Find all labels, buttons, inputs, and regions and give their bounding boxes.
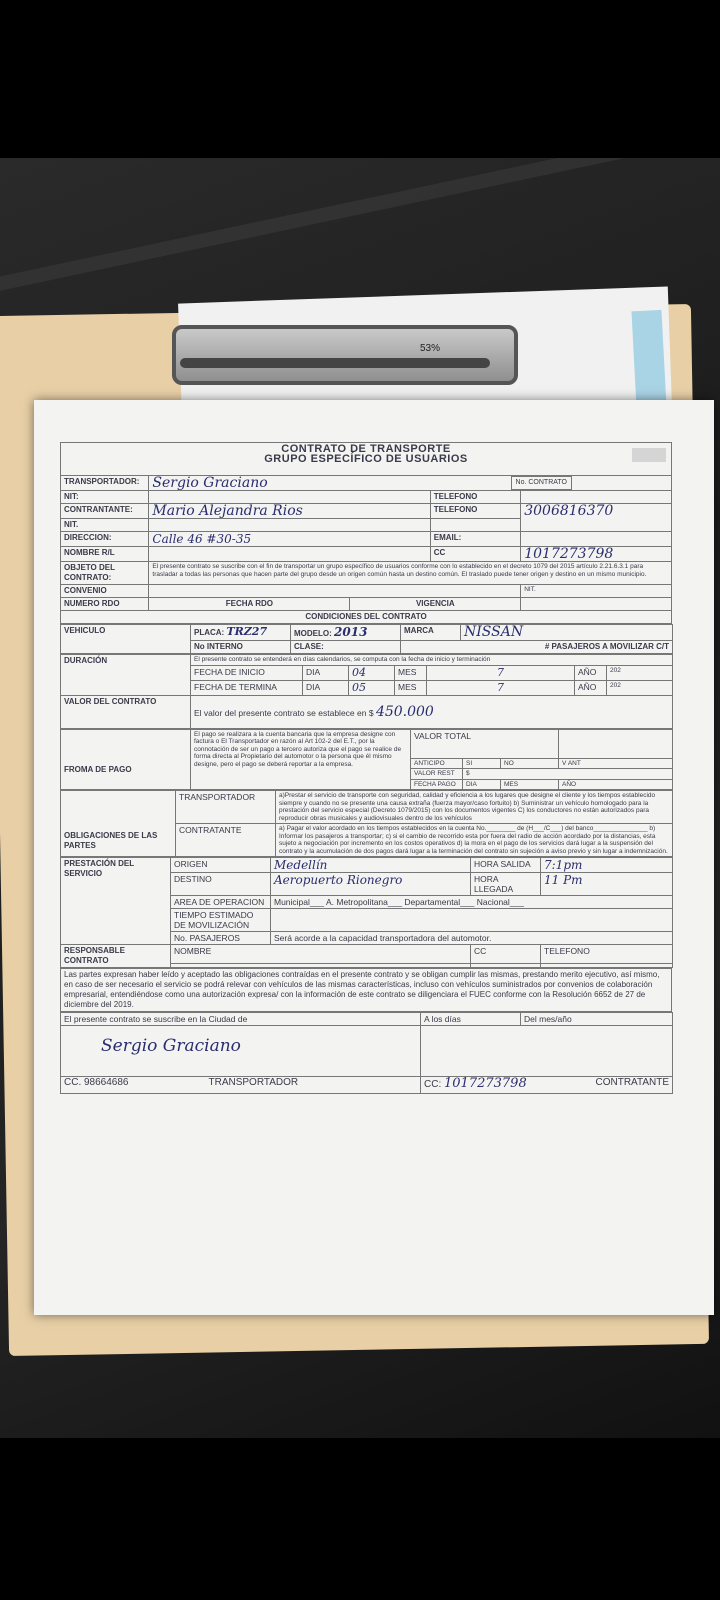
label-transportador: TRANSPORTADOR: — [61, 476, 149, 491]
label-ano-fin: AÑO — [575, 680, 607, 695]
label-contratante: CONTRANTANTE: — [61, 504, 149, 519]
capacidad-text: Será acorde a la capacidad transportadora del automotor. — [271, 932, 673, 945]
label-modelo: MODELO: 2013 — [291, 625, 401, 641]
duracion-text: El presente contrato se entenderá en días calendarios, se computa con la fecha de inicio y terminación — [191, 655, 673, 666]
label-valor: VALOR DEL CONTRATO — [61, 695, 191, 728]
hand-transportador: Sergio Graciano — [152, 475, 268, 491]
hand-contratante: Mario Alejandra Rios — [152, 503, 303, 519]
hand-telefono: 3006816370 — [524, 503, 614, 519]
label-valor-rest: VALOR REST — [411, 769, 463, 780]
label-numero-rdo: NUMERO RDO — [61, 598, 149, 611]
prestacion-table — [60, 857, 673, 968]
label-pago-dia: DIA — [463, 779, 501, 790]
hand-direccion: Calle 46 #30-35 — [152, 532, 252, 546]
hand-hora-salida: 7:1pm — [544, 858, 583, 872]
header-table: CONTRATO DE TRANSPORTE GRUPO ESPECÍFICO DE USUARIOS No. CONTRATO TRANSPORTADOR: Sergio Graciano NIT: TELEFONO CONTRANTANTE: Mario Alejandra Rios TELEFONO 3006816370 NIT. DIRECCION: Calle 46 #30-35 EMAIL: NOMBRE R/L CC 1017273798 OBJETO DEL CONTRATO: El presente contrato se suscribe con el fin de transportar un grupo específico de usuarios conforme con lo establecido en el decreto 1079 del 2015 artículo 2.21.6.3.1 para trasladar a todas las personas que hacen parte del grupo desde un origen común hasta un destino común. El traslado puede tener origen y destino en un mismo municipio. CONVENIO NIT. NUMERO RDO FECHA RDO VIGENCIA CONDICIONES DEL CONTRATO — [60, 442, 672, 624]
hand-modelo: 2013 — [334, 625, 368, 639]
hand-firma-cc: 1017273798 — [444, 1076, 527, 1091]
hand-placa: TRZ27 — [226, 625, 268, 638]
label-resp-nombre: NOMBRE — [171, 945, 471, 964]
label-pago-mes: MES — [501, 779, 559, 790]
label-resp-telefono: TELEFONO — [541, 945, 673, 964]
hand-dia-inicio: 04 — [352, 665, 366, 679]
label-fecha-inicio: FECHA DE INICIO — [191, 665, 303, 680]
firma-table — [60, 1012, 673, 1094]
year-fin: 202 — [607, 680, 673, 695]
label-pasajeros: # PASAJEROS A MOVILIZAR C/T — [401, 641, 673, 654]
label-cc: CC — [430, 547, 520, 562]
pago-table — [60, 729, 673, 791]
label-clase: CLASE: — [291, 641, 401, 654]
year-inicio: 202 — [607, 665, 673, 680]
label-prestacion: PRESTACIÓN DEL SERVICIO — [61, 858, 171, 945]
label-mes-inicio: MES — [395, 665, 427, 680]
objeto-text: El presente contrato se suscribe con el fin de transportar un grupo específico de usuarios conforme con lo establecido en el decreto 1079 del 2015 artículo 2.21.6.3.1 para trasladar a todas las personas que hacen parte del grupo desde un origen común hasta un destino común. El traslado puede tener origen y destino en un mismo municipio. — [149, 562, 672, 585]
label-pago: FROMA DE PAGO — [61, 729, 191, 790]
hand-origen: Medellín — [274, 858, 328, 872]
label-hora-llegada: HORA LLEGADA — [471, 873, 541, 896]
corner-stamp — [632, 448, 666, 462]
clipboard-wire — [180, 358, 490, 368]
condiciones-title: CONDICIONES DEL CONTRATO — [61, 611, 672, 624]
oblig-contratante-text: a) Pagar el valor acordado en los tiempos establecidos en la cuenta No.________ de (H___/C___) del banco_______________ b) Informar los pasajeros a transportar; c) si el cambio de recorrido esta por fuera del radio de acción acordado por la distancias, esta sujeto a negociación por incremento en los costos operativos d) la mora en el pago de los servicios dará lugar a la suspensión del contrato y la acumulación de dos pagos dará lugar a la terminación del contrato sin sujeción a aviso previo y sin lugar a indemnización. — [276, 824, 673, 857]
firma-transp-label: TRANSPORTADOR — [208, 1077, 299, 1088]
hand-hora-llegada: 11 Pm — [544, 873, 583, 887]
label-vant: V ANT — [559, 758, 673, 769]
label-a-los-dias: A los días — [421, 1013, 521, 1026]
obligaciones-table — [60, 790, 673, 857]
label-oblig-contratante: CONTRATANTE — [176, 824, 276, 857]
doc-subtitle: GRUPO ESPECÍFICO DE USUARIOS — [264, 453, 468, 465]
clipboard-clip — [172, 325, 518, 385]
label-dia-fin: DIA — [303, 680, 349, 695]
label-placa: PLACA: TRZ27 — [191, 625, 291, 641]
label-no-pasajeros: No. PASAJEROS — [171, 932, 271, 945]
firma-contr-label: CONTRATANTE — [595, 1077, 669, 1088]
label-origen: ORIGEN — [171, 858, 271, 873]
label-fecha-rdo: FECHA RDO — [149, 598, 350, 611]
hand-marca: NISSAN — [464, 624, 524, 640]
label-fecha-termina: FECHA DE TERMINA — [191, 680, 303, 695]
declaracion-text: Las partes expresan haber leído y aceptado las obligaciones contraídas en el presente contrato y se obligan cumplir las mismas, prestando merito ejecutivo, así mismo, en caso de ser necesario el servicio se podrá relevar con vehículos de las mismas características, incluso con vehículos suministrados por convenios de colaboración empresarial, entendiéndose como una autorización expresa/ con la información de este contrato se diligenciara el FUEC conforme con la Resolución 6652 de 27 de diciembre del 2019. — [61, 969, 672, 1012]
label-email: EMAIL: — [430, 532, 520, 547]
hand-dia-fin: 05 — [352, 680, 366, 694]
valor-text: El valor del presente contrato se establece en $ — [194, 707, 374, 718]
label-no-interno: No INTERNO — [191, 641, 291, 654]
label-vigencia: VIGENCIA — [350, 598, 521, 611]
oblig-transportador-text: a)Prestar el servicio de transporte con seguridad, calidad y eficiencia a los lugares que designe el cliente y los tiempos establecido siempre y cuando no se presente una causa extraña (fuerza mayor/caso fortuito) b) Suministrar un vehículo homologado para la prestación del servicio especial (Decreto 1079/2015) con los documentos vigentes C) los conductores no están autorizados para reproducir obras musicales y audiovisuales dentro de los vehículos — [276, 791, 673, 824]
label-objeto: OBJETO DEL CONTRATO: — [61, 562, 149, 585]
label-duracion: DURACIÓN — [61, 655, 191, 696]
label-del-mes: Del mes/año — [521, 1013, 673, 1026]
label-si: SI — [463, 758, 501, 769]
vehiculo-table — [60, 624, 673, 654]
label-convenio: CONVENIO — [61, 585, 149, 598]
label-area: AREA DE OPERACION — [171, 896, 271, 909]
hand-firma: Sergio Graciano — [101, 1036, 241, 1056]
area-opts: Municipal___ A. Metropolitana___ Departamental___ Nacional___ — [271, 896, 673, 909]
label-valor-total: VALOR TOTAL — [411, 729, 559, 758]
label-marca: MARCA — [401, 625, 461, 641]
firma-cc-contr: CC: — [424, 1079, 442, 1090]
doc-title: CONTRATO DE TRANSPORTE — [281, 443, 451, 455]
label-telefono2: TELEFONO — [430, 504, 520, 519]
label-dia-inicio: DIA — [303, 665, 349, 680]
declaracion-table — [60, 968, 672, 1012]
label-no: NO — [501, 758, 559, 769]
label-responsable: RESPONSABLE CONTRATO — [61, 945, 171, 968]
label-resp-cc: CC — [471, 945, 541, 964]
contract-document — [60, 442, 672, 1094]
label-oblig-transportador: TRANSPORTADOR — [176, 791, 276, 824]
firma-transportador-area — [61, 1026, 421, 1077]
label-nit3: NIT. — [521, 585, 672, 598]
label-obligaciones: OBLIGACIONES DE LAS PARTES — [61, 791, 176, 857]
label-pago-ano: AÑO — [559, 779, 673, 790]
label-fecha-pago: FECHA PAGO — [411, 779, 463, 790]
hand-mes-inicio: 7 — [497, 665, 504, 679]
hand-valor: 450.000 — [375, 703, 434, 720]
label-nit: NIT: — [61, 491, 149, 504]
label-anticipo: ANTICIPO — [411, 758, 463, 769]
label-dollar: $ — [463, 769, 673, 780]
label-vehiculo: VEHICULO — [61, 625, 191, 654]
label-ciudad: El presente contrato se suscribe en la Ciudad de — [61, 1013, 421, 1026]
hand-mes-fin: 7 — [497, 680, 504, 694]
label-destino: DESTINO — [171, 873, 271, 896]
car-seat-strap — [0, 158, 720, 297]
label-nombre-rl: NOMBRE R/L — [61, 547, 149, 562]
label-direccion: DIRECCION: — [61, 532, 149, 547]
pago-text: El pago se realizara a la cuenta bancaria que la empresa designe con factura o El Transportador en razón al Art 102-2 del E.T., por la connotación de ser un pago a tercero autoriza que el pago se realice de forma directa al Propietario del automotor o la persona que él mismo designe, pero el pago se deberá reportar a la empresa. — [191, 729, 411, 790]
label-nit2: NIT. — [61, 519, 149, 532]
duracion-table — [60, 654, 673, 729]
label-mes-fin: MES — [395, 680, 427, 695]
label-hora-salida: HORA SALIDA — [471, 858, 541, 873]
hand-cc: 1017273798 — [524, 546, 614, 562]
clip-readout: 53% — [420, 343, 441, 354]
firma-cc-transp: CC. 98664686 — [64, 1077, 129, 1088]
label-tiempo: TIEMPO ESTIMADO DE MOVILIZACIÓN — [171, 909, 271, 932]
label-ano-inicio: AÑO — [575, 665, 607, 680]
hand-destino: Aeropuerto Rionegro — [274, 873, 403, 887]
label-telefono: TELEFONO — [430, 491, 520, 504]
